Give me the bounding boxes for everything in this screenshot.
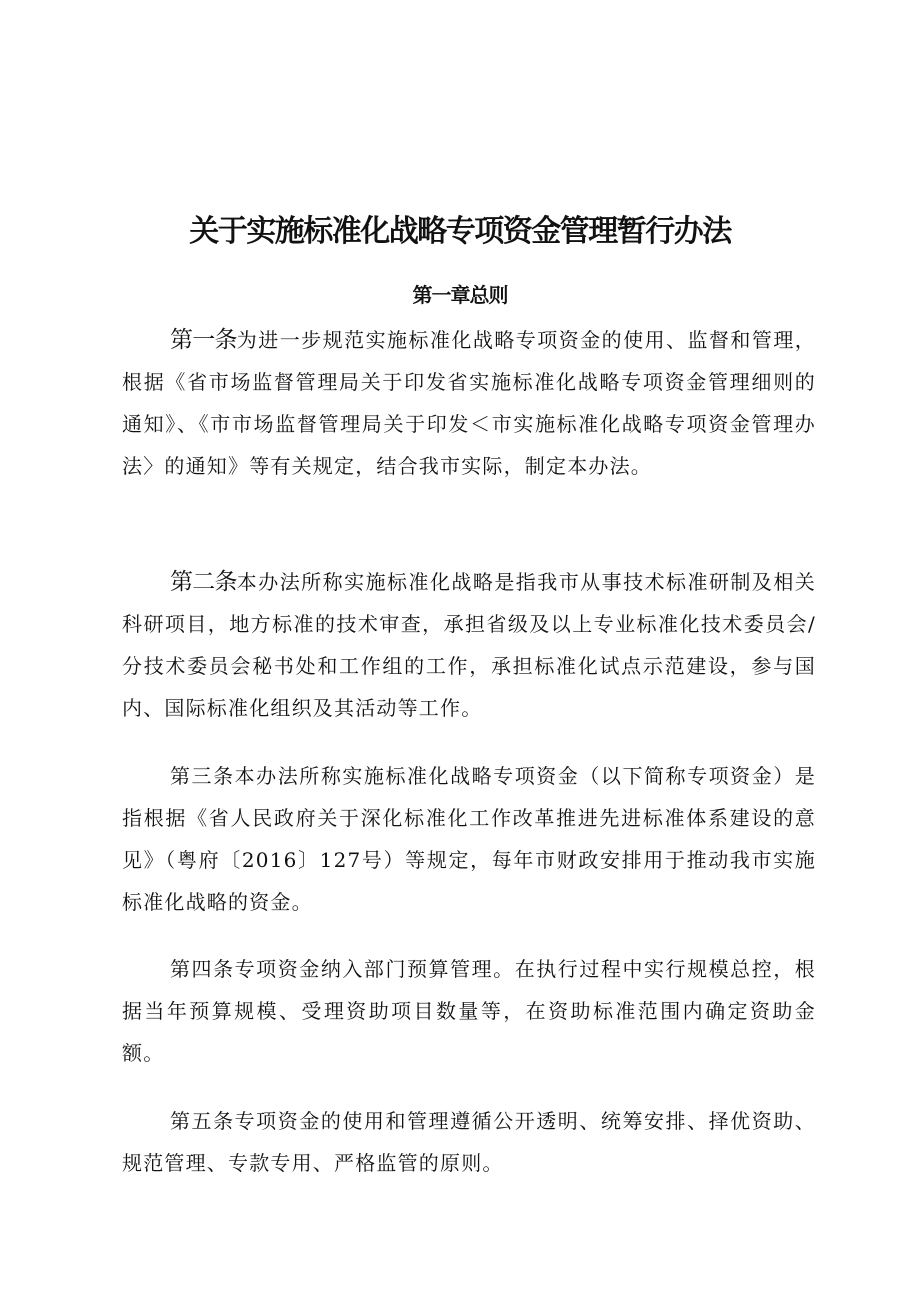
- article-1-label: 第一条: [170, 327, 237, 353]
- article-4-text: 第四条专项资金纳入部门预算管理。在执行过程中实行规模总控，根据当年预算规模、受理资助项目数量等，在资助标准范围内确定资助金额。: [122, 957, 816, 1065]
- article-2: [122, 561, 816, 729]
- document-title: 关于实施标准化战略专项资金管理暂行办法: [189, 214, 731, 250]
- article-5: [122, 1100, 816, 1184]
- article-2-text: 本办法所称实施标准化战略是指我市从事技术标准研制及相关科研项目，地方标准的技术审查，承担省级及以上专业标准化技术委员会/分技术委员会秘书处和工作组的工作，承担标准化试点示范建设，参与国内、国际标准化组织及其活动等工作。: [122, 570, 817, 720]
- article-4: [122, 948, 816, 1074]
- article-1: [122, 319, 816, 487]
- article-3: [122, 755, 816, 923]
- article-5-text: 第五条专项资金的使用和管理遵循公开透明、统筹安排、择优资助、规范管理、专款专用、严格监管的原则。: [122, 1109, 816, 1175]
- article-1-text: 为进一步规范实施标准化战略专项资金的使用、监督和管理，根据《省市场监督管理局关于印发省实施标准化战略专项资金管理细则的通知》、《市市场监督管理局关于印发＜市实施标准化战略专项资金管理办法〉的通知》等有关规定，结合我市实际，制定本办法。: [122, 328, 817, 478]
- article-2-label: 第二条: [170, 569, 237, 595]
- chapter-heading: 第一章总则: [412, 282, 508, 307]
- article-3-text: 第三条本办法所称实施标准化战略专项资金（以下简称专项资金）是指根据《省人民政府关于深化标准化工作改革推进先进标准体系建设的意见》（粤府〔2016〕127号）等规定，每年市财政安排用于推动我市实施标准化战略的资金。: [122, 764, 816, 914]
